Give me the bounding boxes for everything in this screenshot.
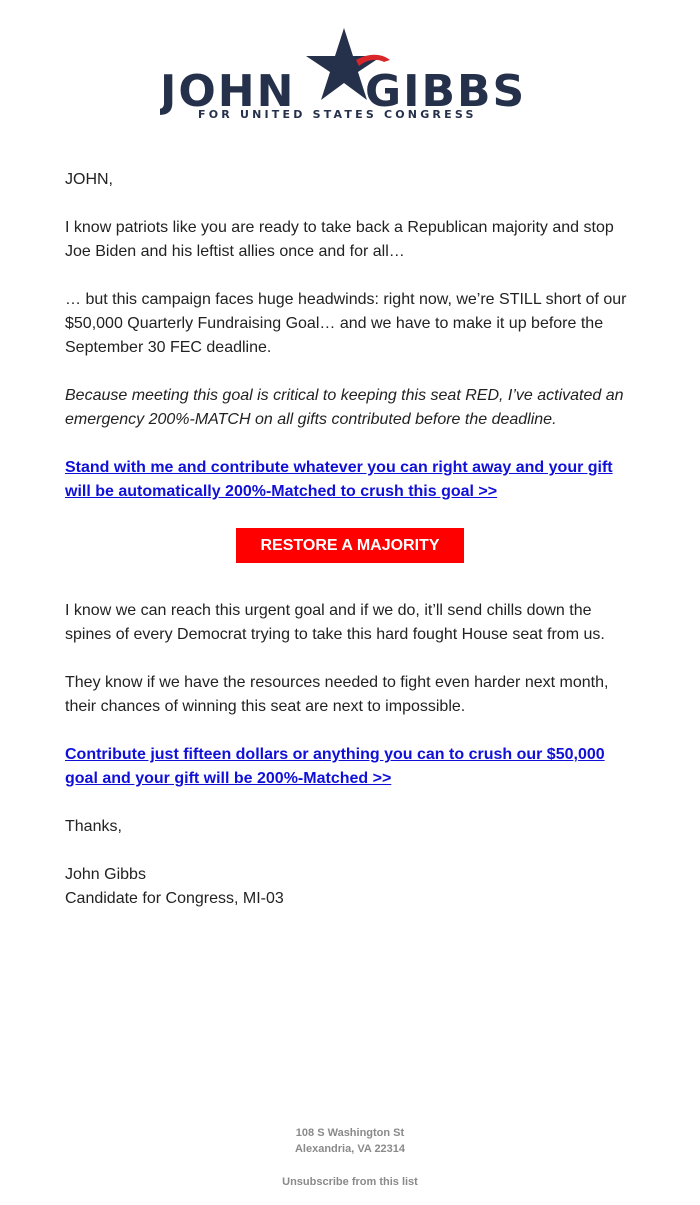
logo-tagline: FOR UNITED STATES CONGRESS [198, 108, 477, 120]
campaign-logo [160, 28, 542, 120]
thanks-line: Thanks, [65, 818, 122, 835]
contribute-link-2[interactable]: Contribute just fifteen dollars or anything you can to crush our $50,000 goal and your gift will be 200%-Matched >> [65, 746, 605, 787]
paragraph-4: I know we can reach this urgent goal and if we do, it’ll send chills down the spines of every Democrat trying to take this hard fought House seat from us. [65, 602, 605, 643]
address-line-2: Alexandria, VA 22314 [294, 1143, 406, 1155]
button-wrapper [65, 528, 635, 563]
address-line-1: 108 S Washington St [295, 1127, 405, 1139]
email-footer [0, 1125, 700, 1190]
signature [65, 863, 635, 911]
logo-last-name: GIBBS [365, 66, 527, 117]
signature-name: John Gibbs [65, 866, 146, 883]
email-body [65, 168, 635, 911]
logo-first-name: JOHN [160, 66, 296, 117]
paragraph-3: Because meeting this goal is critical to keeping this seat RED, I’ve activated an emergency 200%-MATCH on all gifts contributed before the deadline. [65, 387, 624, 428]
signature-title: Candidate for Congress, MI-03 [65, 890, 284, 907]
greeting: JOHN, [65, 171, 113, 188]
logo-graphic [160, 28, 542, 120]
paragraph-2: … but this campaign faces huge headwinds: right now, we’re STILL short of our $50,000 Quarterly Fundraising Goal… and we have to make it up before the September 30 FEC deadline. [65, 291, 627, 356]
paragraph-5: They know if we have the resources needed to fight even harder next month, their chances of winning this seat are next to impossible. [65, 674, 609, 715]
unsubscribe-link[interactable]: Unsubscribe from this list [282, 1176, 418, 1188]
restore-majority-button[interactable]: RESTORE A MAJORITY [236, 528, 465, 563]
paragraph-1: I know patriots like you are ready to take back a Republican majority and stop Joe Biden and his leftist allies once and for all… [65, 219, 614, 260]
contribute-link-1[interactable]: Stand with me and contribute whatever you can right away and your gift will be automatically 200%-Matched to crush this goal >> [65, 459, 613, 500]
